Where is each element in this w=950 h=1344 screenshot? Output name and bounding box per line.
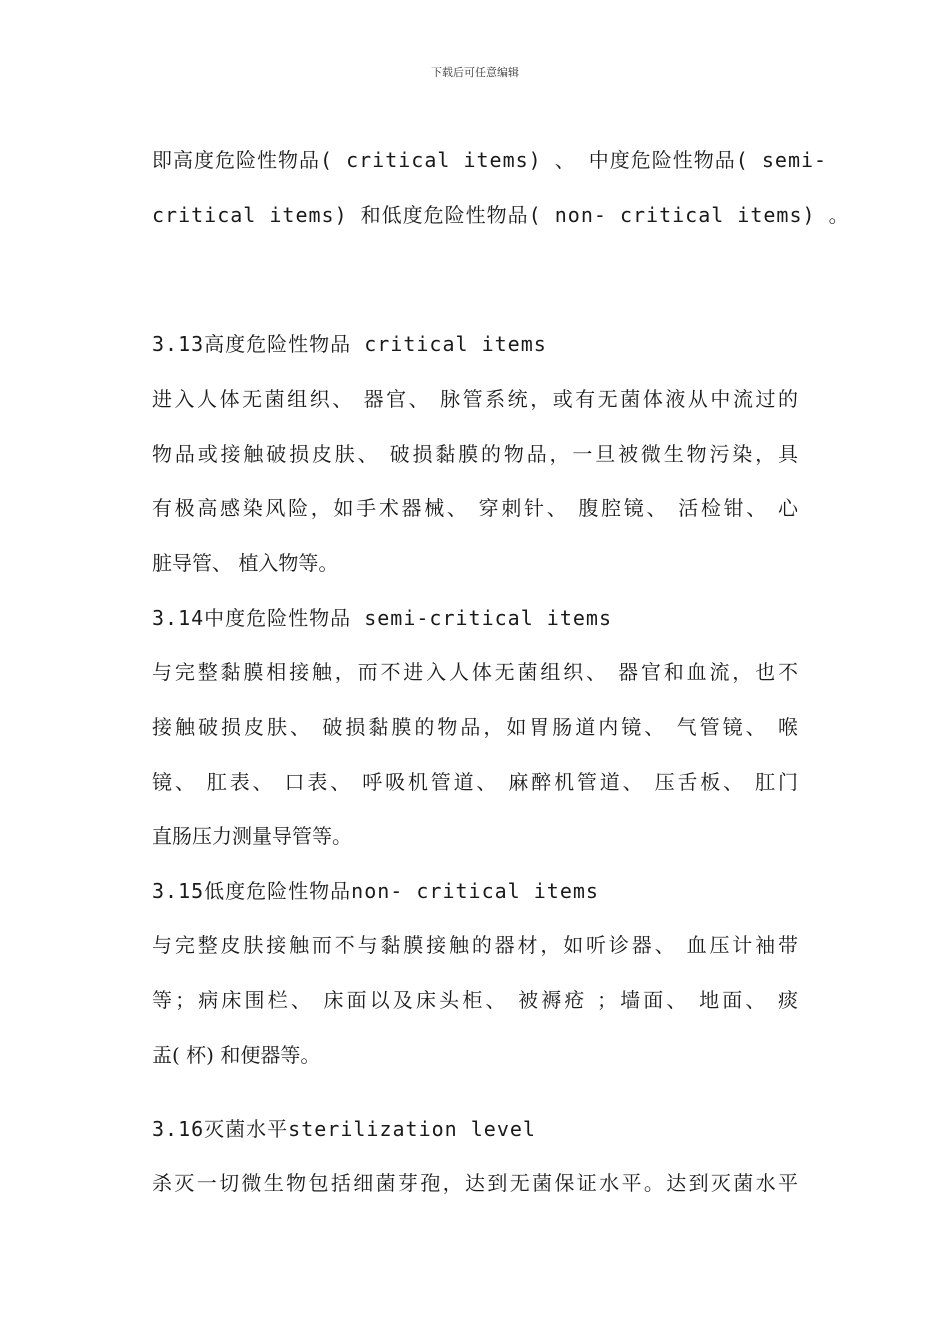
intro-line: 即高度危险性物品( critical items) 、 中度危险性物品( semi- (152, 148, 828, 172)
paragraph-line: 杀灭一切微生物包括细菌芽孢，达到无菌保证水平。达到灭菌水平 (152, 1171, 798, 1195)
section-heading: 3.16灭菌水平sterilization level (152, 1117, 536, 1141)
paragraph-line: 与完整黏膜相接触，而不进入人体无菌组织、 器官和血流，也不 (152, 660, 798, 684)
page-header: 下载后可任意编辑 (431, 66, 519, 79)
paragraph-line: 盂( 杯) 和便器等。 (152, 1043, 321, 1067)
paragraph-line: 有极高感染风险，如手术器械、 穿刺针、 腹腔镜、 活检钳、 心 (152, 496, 798, 520)
paragraph-line: 镜、 肛表、 口表、 呼吸机管道、 麻醉机管道、 压舌板、 肛门 (152, 770, 798, 794)
intro-line: critical items) 和低度危险性物品( non- critical items) 。 (152, 203, 850, 227)
section-heading: 3.14中度危险性物品 semi-critical items (152, 606, 612, 630)
paragraph-line: 接触破损皮肤、 破损黏膜的物品，如胃肠道内镜、 气管镜、 喉 (152, 715, 798, 739)
paragraph-line: 与完整皮肤接触而不与黏膜接触的器材，如听诊器、 血压计袖带 (152, 933, 798, 957)
paragraph-line: 直肠压力测量导管等。 (152, 824, 352, 848)
paragraph-line: 脏导管、 植入物等。 (152, 551, 339, 575)
paragraph-line: 物品或接触破损皮肤、 破损黏膜的物品，一旦被微生物污染，具 (152, 442, 798, 466)
section-heading: 3.13高度危险性物品 critical items (152, 332, 547, 356)
paragraph-line: 进入人体无菌组织、 器官、 脉管系统，或有无菌体液从中流过的 (152, 387, 798, 411)
section-heading: 3.15低度危险性物品non- critical items (152, 879, 599, 903)
paragraph-line: 等；病床围栏、 床面以及床头柜、 被褥疮 ；墙面、 地面、 痰 (152, 988, 798, 1012)
